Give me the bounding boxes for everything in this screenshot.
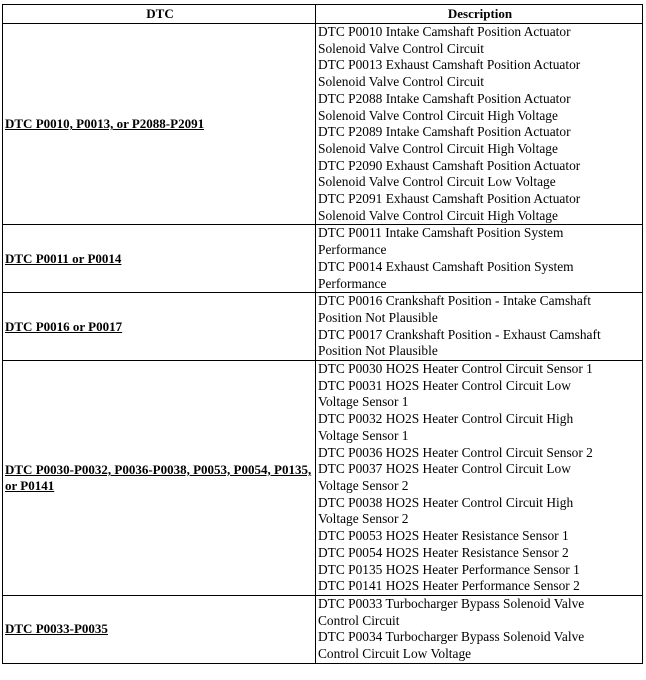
description-line: DTC P0034 Turbocharger Bypass Solenoid Valve [318,629,585,645]
table-row [3,293,643,361]
description-line: Voltage Sensor 1 [318,427,409,443]
dtc-column-header: DTC [3,5,316,24]
description-line: DTC P0053 HO2S Heater Resistance Sensor 1 [318,528,569,544]
description-line: DTC P0036 HO2S Heater Control Circuit Sensor 2 [318,444,593,460]
description-line: DTC P0135 HO2S Heater Performance Sensor 1 [318,561,580,577]
description-line: DTC P0014 Exhaust Camshaft Position System [318,258,574,274]
description-line: DTC P2089 Intake Camshaft Position Actuator [318,124,571,140]
table-row [3,24,643,225]
description-line: DTC P0013 Exhaust Camshaft Position Actuator [318,57,581,73]
description-line: DTC P0038 HO2S Heater Control Circuit High [318,494,574,510]
description-line: Performance [318,242,387,258]
description-line: Voltage Sensor 2 [318,511,409,527]
dtc-description-table [2,4,643,664]
description-line: Control Circuit [318,612,400,628]
description-line: Voltage Sensor 1 [318,394,409,410]
dtc-code-link[interactable]: DTC P0016 or P0017 [3,293,316,361]
description-line: Voltage Sensor 2 [318,477,409,493]
description-cell [316,293,643,361]
description-line: DTC P2091 Exhaust Camshaft Position Actuator [318,191,581,207]
description-column-header: Description [316,5,643,24]
description-cell [316,361,643,596]
description-line: DTC P0030 HO2S Heater Control Circuit Sensor 1 [318,361,593,377]
dtc-code-link[interactable]: DTC P0010, P0013, or P2088-P2091 [3,24,316,225]
description-line: DTC P0141 HO2S Heater Performance Sensor 2 [318,578,580,594]
dtc-code-link[interactable]: DTC P0011 or P0014 [3,225,316,293]
description-line: DTC P0037 HO2S Heater Control Circuit Low [318,461,571,477]
table-row [3,595,643,663]
description-cell [316,24,643,225]
description-line: Position Not Plausible [318,343,438,359]
description-line: DTC P2090 Exhaust Camshaft Position Actuator [318,157,581,173]
description-line: DTC P0017 Crankshaft Position - Exhaust Camshaft [318,326,601,342]
description-line: DTC P2088 Intake Camshaft Position Actuator [318,90,571,106]
description-line: DTC P0032 HO2S Heater Control Circuit High [318,411,574,427]
description-line: Solenoid Valve Control Circuit [318,74,485,90]
table-header-row [3,5,643,24]
description-line: Solenoid Valve Control Circuit High Voltage [318,207,558,223]
description-line: DTC P0054 HO2S Heater Resistance Sensor 2 [318,544,569,560]
description-line: Position Not Plausible [318,309,438,325]
description-line: Solenoid Valve Control Circuit High Voltage [318,140,558,156]
description-line: Performance [318,275,387,291]
description-line: Control Circuit Low Voltage [318,646,472,662]
table-row [3,361,643,596]
description-line: DTC P0010 Intake Camshaft Position Actuator [318,24,571,39]
description-line: DTC P0011 Intake Camshaft Position System [318,225,564,241]
dtc-code-link[interactable]: DTC P0033-P0035 [3,595,316,663]
description-line: DTC P0016 Crankshaft Position - Intake Camshaft [318,293,591,309]
description-line: DTC P0033 Turbocharger Bypass Solenoid Valve [318,595,585,611]
description-line: Solenoid Valve Control Circuit High Voltage [318,107,558,123]
description-line: Solenoid Valve Control Circuit Low Voltage [318,174,556,190]
table-row [3,225,643,293]
description-cell [316,225,643,293]
description-line: Solenoid Valve Control Circuit [318,40,485,56]
description-line: DTC P0031 HO2S Heater Control Circuit Low [318,377,571,393]
description-cell [316,595,643,663]
dtc-code-link[interactable]: DTC P0030-P0032, P0036-P0038, P0053, P0054, P0135, or P0141 [3,361,316,596]
